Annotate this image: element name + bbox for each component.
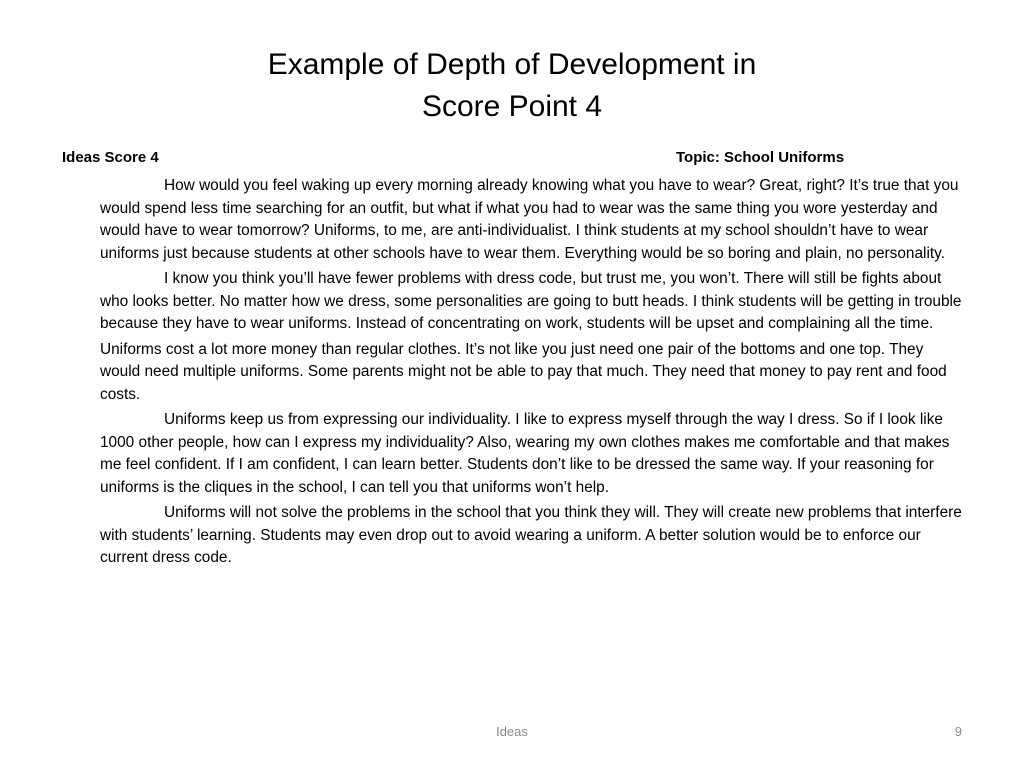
essay-paragraph-5: Uniforms will not solve the problems in the school that you think they will. They will create new problems that interfere with students’ learning. Students may even drop out to avoid wearing a uniform. A better solution would be to enforce our current dress code. <box>100 504 962 566</box>
slide-title-line-2: Score Point 4 <box>421 90 603 123</box>
essay-paragraph-1: How would you feel waking up every morning already knowing what you have to wear? Great, right? It’s true that you would spend less time searching for an outfit, but what if what you had to wear was the same thing you wore yesterday and would have to wear tomorrow? Uniforms, to me, are anti-individualist. I think students at my school shouldn’t have to wear uniforms just because students at other schools have to wear them. Everything would be so boring and plain, no personality. <box>100 177 959 262</box>
score-label: Ideas Score 4 <box>62 149 159 166</box>
essay-paragraph-3: Uniforms cost a lot more money than regular clothes. It’s not like you just need one pair of the bottoms and one top. They would need multiple uniforms. Some parents might not be able to pay that much. They need that money to pay rent and food costs. <box>100 340 947 403</box>
essay-paragraph-4: Uniforms keep us from expressing our individuality. I like to express myself through the way I dress. So if I look like 1000 other people, how can I express my individuality? Also, wearing my own clothes makes me comfortable and that makes me feel confident. If I am confident, I can learn better. Students don’t like to be dressed the same way. If your reasoning for uniforms is the cliques in the school, I can tell you that uniforms won’t help. <box>100 411 950 496</box>
footer-label: Ideas <box>496 724 528 739</box>
topic-label: Topic: School Uniforms <box>676 149 845 166</box>
slide-title-line-1: Example of Depth of Development in <box>267 48 757 81</box>
essay-body <box>100 175 966 573</box>
essay-paragraph-2: I know you think you’ll have fewer problems with dress code, but trust me, you won’t. There will still be fights about who looks better. No matter how we dress, some personalities are going to butt heads. I think students will be getting in trouble because they have to wear uniforms. Instead of concentrating on work, students will be upset and complaining all the time. <box>100 270 962 332</box>
essay-meta-row <box>62 149 962 169</box>
page-number: 9 <box>954 724 962 739</box>
slide-title <box>0 44 1024 128</box>
